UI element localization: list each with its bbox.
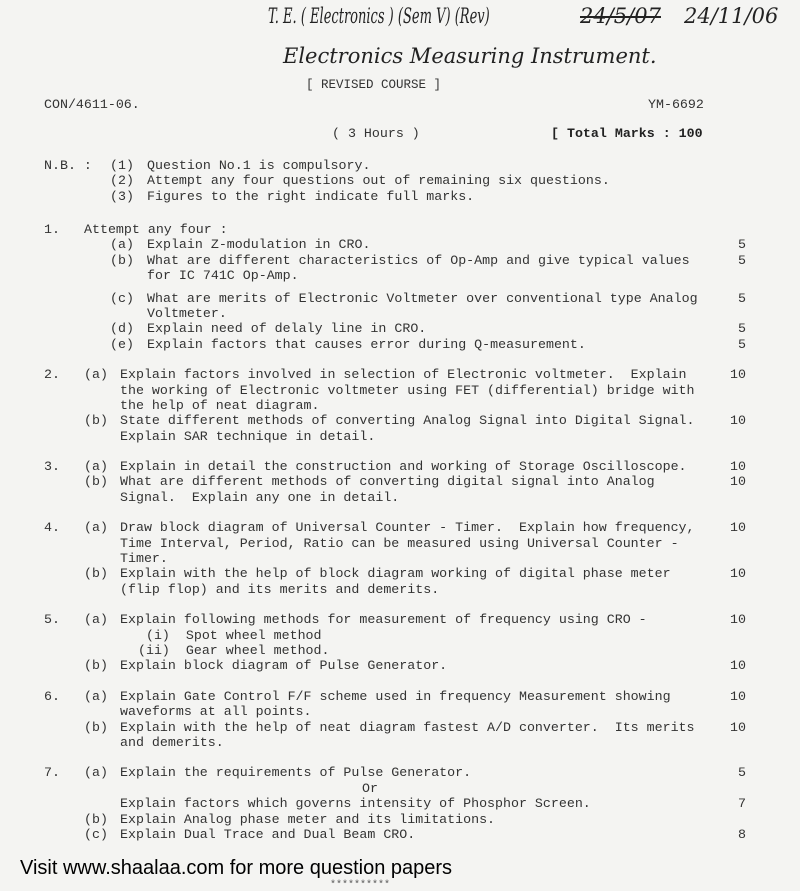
question: [0, 765, 800, 842]
line: [0, 321, 800, 336]
question-intro: Attempt any four :: [84, 222, 228, 237]
part-text: Signal. Explain any one in detail.: [120, 489, 400, 505]
question: [0, 367, 800, 444]
marks: 10: [730, 459, 746, 475]
line: [0, 253, 800, 268]
marks: 10: [730, 367, 746, 383]
part-text: Explain Z-modulation in CRO.: [147, 237, 371, 253]
question-part: [0, 253, 800, 284]
part-label: (c): [84, 826, 108, 842]
total-marks: [ Total Marks : 100: [551, 126, 703, 141]
line: [0, 490, 800, 505]
part-text: for IC 741C Op-Amp.: [147, 268, 299, 284]
nb-text: Attempt any four questions out of remaining six questions.: [147, 173, 610, 189]
marks: 10: [730, 520, 746, 536]
question-number: 2.: [44, 367, 60, 383]
part-label: (a): [84, 367, 108, 383]
line: [0, 827, 800, 842]
question: [0, 222, 800, 352]
part-label: (b): [84, 658, 108, 674]
question-part: [0, 413, 800, 444]
part-text: Timer.: [120, 551, 168, 567]
line: [0, 812, 800, 827]
part-text: waveforms at all points.: [120, 704, 312, 720]
part-label: (a): [84, 688, 108, 704]
question-part: [0, 367, 800, 413]
question-part: [0, 827, 800, 842]
line: [0, 429, 800, 444]
struck-date: 24/5/07: [580, 4, 661, 28]
sub-item-text: (i) Spot wheel method: [130, 627, 322, 643]
part-label: (a): [110, 237, 134, 253]
part-text: Voltmeter.: [147, 305, 227, 321]
sub-item: [0, 628, 800, 643]
part-label: (a): [84, 459, 108, 475]
line: [0, 612, 800, 627]
part-text: Explain factors that causes error during Q-measurement.: [147, 336, 586, 352]
question-part: [0, 474, 800, 505]
part-text: the working of Electronic voltmeter using FET (differential) bridge with: [120, 382, 695, 398]
question-part: [0, 689, 800, 720]
marks: 5: [738, 290, 746, 306]
part-label: (b): [84, 474, 108, 490]
marks: 10: [730, 413, 746, 429]
nb-text: Question No.1 is compulsory.: [147, 158, 371, 173]
revised-course: [ REVISED COURSE ]: [306, 78, 442, 92]
part-text: What are merits of Electronic Voltmeter over conventional type Analog: [147, 290, 698, 306]
question-part: [0, 321, 800, 336]
line: [0, 658, 800, 673]
line: [0, 398, 800, 413]
part-text: What are different characteristics of Op-Amp and give typical values: [147, 252, 690, 268]
question-number: 5.: [44, 612, 60, 628]
marks: 8: [738, 826, 746, 842]
question: [0, 520, 800, 597]
question-part: [0, 658, 800, 673]
paper-code: CON/4611-06.: [44, 97, 140, 112]
part-text: the help of neat diagram.: [120, 397, 320, 413]
handwritten-course-title: T. E. ( Electronics ) (Sem V) (Rev): [268, 4, 490, 28]
marks: 10: [730, 688, 746, 704]
line: [0, 551, 800, 566]
marks: 10: [730, 612, 746, 628]
question-row: [0, 222, 800, 237]
marks: 5: [738, 336, 746, 352]
nb-number: (2): [110, 173, 134, 189]
part-text: Explain with the help of neat diagram fastest A/D converter. Its merits: [120, 719, 695, 735]
part-label: (c): [110, 290, 134, 306]
nb-number: (1): [110, 158, 134, 173]
part-label: (a): [84, 612, 108, 628]
marks: 5: [738, 252, 746, 268]
line: [0, 291, 800, 306]
line: [0, 268, 800, 283]
duration: ( 3 Hours ): [332, 126, 420, 141]
part-text: State different methods of converting Analog Signal into Digital Signal.: [120, 413, 695, 429]
question-number: 3.: [44, 459, 60, 475]
line: [0, 413, 800, 428]
line: [0, 582, 800, 597]
question-part: [0, 812, 800, 827]
part-text: Explain in detail the construction and working of Storage Oscilloscope.: [120, 459, 687, 475]
line: [0, 520, 800, 535]
marks: 10: [730, 719, 746, 735]
sub-item: [0, 643, 800, 658]
line: [0, 566, 800, 581]
alt-row: [0, 796, 800, 811]
line: [0, 367, 800, 382]
question-part: [0, 337, 800, 352]
paper-id: YM-6692: [648, 97, 704, 112]
part-text: Explain Dual Trace and Dual Beam CRO.: [120, 826, 416, 842]
question-part: [0, 612, 800, 658]
marks: 5: [738, 321, 746, 337]
or-label: Or: [362, 780, 378, 796]
part-text: Explain Analog phase meter and its limitations.: [120, 811, 496, 827]
question: [0, 459, 800, 505]
question-part: [0, 520, 800, 566]
marks: 5: [738, 237, 746, 253]
part-text: Explain following methods for measurement of frequency using CRO -: [120, 612, 647, 628]
question-part: [0, 720, 800, 751]
part-text: Explain Gate Control F/F scheme used in frequency Measurement showing: [120, 688, 671, 704]
or-row: [0, 781, 800, 796]
part-text: Explain factors involved in selection of Electronic voltmeter. Explain: [120, 367, 687, 383]
nb-text: Figures to the right indicate full marks.: [147, 188, 475, 204]
nb-number: (3): [110, 188, 134, 204]
part-text: Explain with the help of block diagram working of digital phase meter: [120, 566, 671, 582]
line: [0, 689, 800, 704]
part-text: Explain need of delaly line in CRO.: [147, 321, 427, 337]
part-label: (a): [84, 520, 108, 536]
part-label: (d): [110, 321, 134, 337]
line: [0, 383, 800, 398]
marks: 7: [738, 796, 746, 812]
marks: 5: [738, 765, 746, 781]
line: [0, 337, 800, 352]
marks: 10: [730, 658, 746, 674]
line: [0, 459, 800, 474]
marks: 10: [730, 566, 746, 582]
end-marker: **********: [330, 880, 391, 891]
line: [0, 735, 800, 750]
part-label: (b): [84, 566, 108, 582]
line: [0, 536, 800, 551]
marks: 10: [730, 474, 746, 490]
question: [0, 689, 800, 751]
question-number: 1.: [44, 222, 60, 237]
part-text: What are different methods of converting digital signal into Analog: [120, 474, 655, 490]
question-part: [0, 237, 800, 252]
question-number: 6.: [44, 688, 60, 704]
question-part: [0, 566, 800, 597]
part-text: (flip flop) and its merits and demerits.: [120, 581, 440, 597]
question-number: 7.: [44, 765, 60, 781]
question-number: 4.: [44, 520, 60, 536]
handwritten-subject: Electronics Measuring Instrument.: [283, 44, 657, 68]
line: [0, 237, 800, 252]
part-text: Explain SAR technique in detail.: [120, 428, 376, 444]
part-text: Time Interval, Period, Ratio can be measured using Universal Counter -: [120, 535, 679, 551]
part-text: Explain block diagram of Pulse Generator.: [120, 658, 448, 674]
line: [0, 306, 800, 321]
footer-link[interactable]: Visit www.shaalaa.com for more question papers: [20, 857, 453, 879]
line: [0, 720, 800, 735]
part-label: (b): [110, 252, 134, 268]
line: [0, 704, 800, 719]
part-label: (b): [84, 413, 108, 429]
part-text: Explain the requirements of Pulse Generator.: [120, 765, 472, 781]
question-part: [0, 765, 800, 811]
line: [0, 474, 800, 489]
line: [0, 765, 800, 780]
part-label: (b): [84, 811, 108, 827]
sub-item-text: (ii) Gear wheel method.: [130, 642, 330, 658]
part-label: (e): [110, 336, 134, 352]
part-text: and demerits.: [120, 734, 224, 750]
part-label: (b): [84, 719, 108, 735]
question: [0, 612, 800, 674]
part-text: Draw block diagram of Universal Counter - Timer. Explain how frequency,: [120, 520, 695, 536]
handwritten-date: 24/11/06: [684, 4, 779, 28]
alt-text: Explain factors which governs intensity of Phosphor Screen.: [120, 796, 591, 812]
part-label: (a): [84, 765, 108, 781]
nb-label: N.B. :: [44, 158, 92, 173]
question-part: [0, 291, 800, 322]
question-part: [0, 459, 800, 474]
question-list: [0, 222, 800, 857]
